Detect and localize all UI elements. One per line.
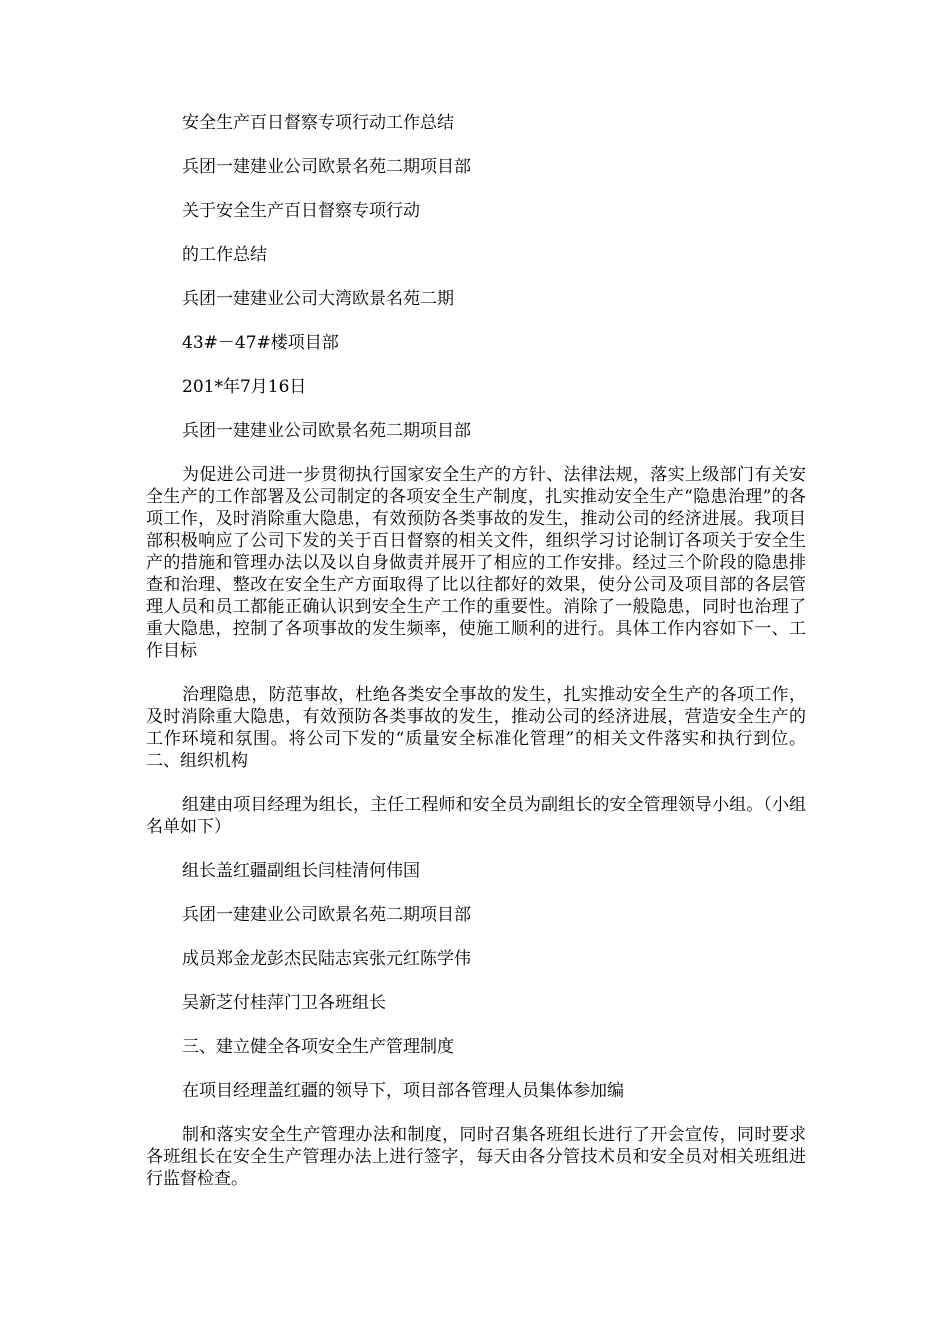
intro-paragraph: 为促进公司进一步贯彻执行国家安全生产的方针、法律法规，落实上级部门有关安全生产的工作部署及公司制定的各项安全生产制度，扎实推动安全生产“隐患治理”的各项工作，及时消除重大隐患，有效预防各类事故的发生，推动公司的经济进展。我项目部积极响应了公司下发的关于百日督察的相关文件，组织学习讨论制订各项关于安全生产的措施和管理办法以及以自身做责并展开了相应的工作安排。经过三个阶段的隐患排查和治理、整改在安全生产方面取得了比以往都好的效果，使分公司及项目部的各层管理人员和员工都能正确认识到安全生产工作的重要性。消除了一般隐患，同时也治理了重大隐患，控制了各项事故的发生频率，使施工顺利的进行。具体工作内容如下一、工作目标 [146, 465, 806, 661]
members-line: 成员郑金龙彭杰民陆志宾张元红陈学伟 [182, 949, 471, 969]
members-line-2: 吴新芝付桂萍门卫各班组长 [182, 993, 386, 1013]
organization-paragraph: 组建由项目经理为组长，主任工程师和安全员为副组长的安全管理领导小组。（小组名单如下） [146, 795, 806, 837]
doc-title: 安全生产百日督察专项行动工作总结 [182, 113, 454, 133]
project-department-line: 兵团一建建业公司欧景名苑二期项目部 [182, 157, 471, 177]
report-title-line-2: 的工作总结 [182, 245, 267, 265]
project-department-line-2: 兵团一建建业公司欧景名苑二期项目部 [182, 421, 471, 441]
date-line: 201*年7月16日 [182, 377, 307, 397]
report-title-line-1: 关于安全生产百日督察专项行动 [182, 201, 420, 221]
management-line: 在项目经理盖红疆的领导下，项目部各管理人员集体参加编 [182, 1081, 624, 1101]
leader-line: 组长盖红疆副组长闫桂清何伟国 [182, 861, 420, 881]
company-line: 兵团一建建业公司大湾欧景名苑二期 [182, 289, 454, 309]
project-department-line-3: 兵团一建建业公司欧景名苑二期项目部 [182, 905, 471, 925]
building-line: 43#－47#楼项目部 [182, 333, 339, 353]
document-body [146, 112, 806, 1212]
goal-paragraph: 治理隐患，防范事故，杜绝各类安全事故的发生，扎实推动安全生产的各项工作，及时消除重大隐患，有效预防各类事故的发生，推动公司的经济进展，营造安全生产的工作环境和氛围。将公司下发的“质量安全标准化管理”的相关文件落实和执行到位。二、组织机构 [146, 685, 806, 771]
management-paragraph: 制和落实安全生产管理办法和制度，同时召集各班组长进行了开会宣传，同时要求各班组长在安全生产管理办法上进行签字，每天由各分管技术员和安全员对相关班组进行监督检查。 [146, 1125, 806, 1189]
section-heading-3: 三、建立健全各项安全生产管理制度 [182, 1037, 454, 1057]
